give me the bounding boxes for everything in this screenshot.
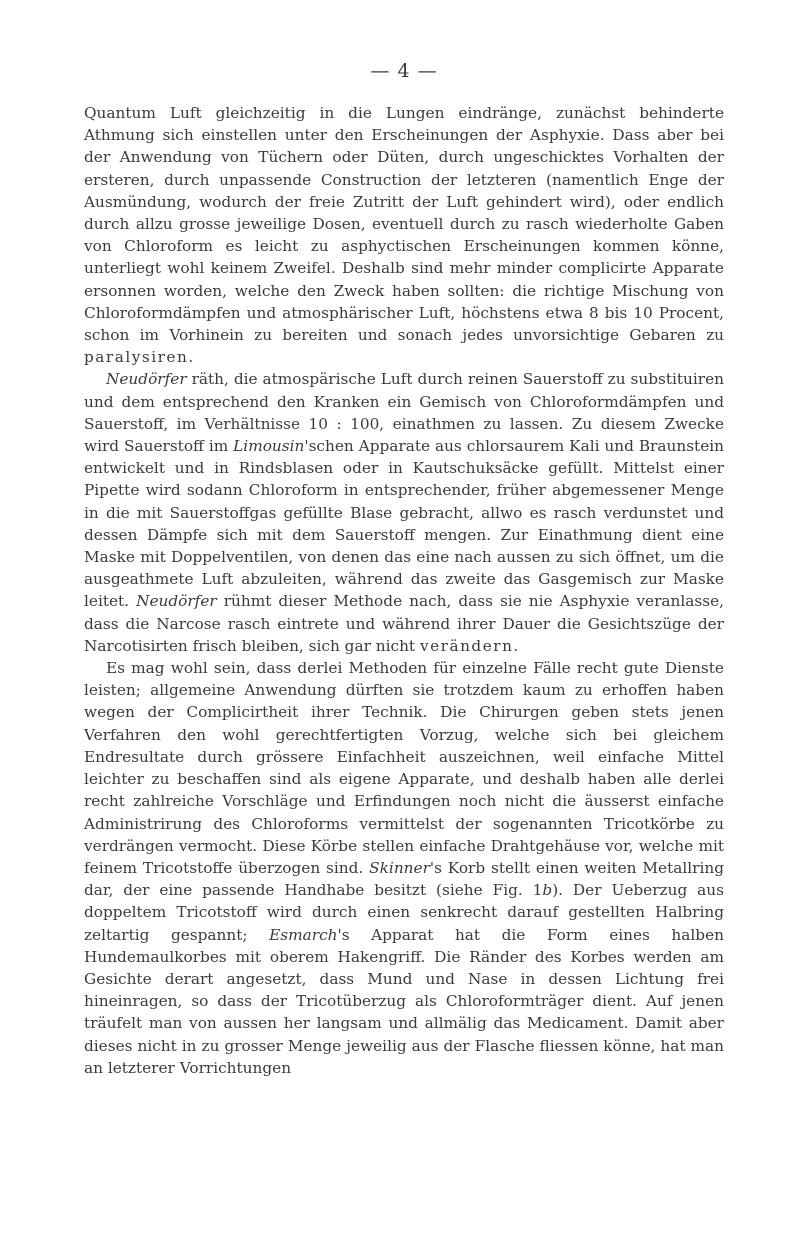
text-run: Es mag wohl sein, dass derlei Methoden für einzelne Fälle recht gute Dienste leisten; allgemeine Anwendung dürften sie trotzdem kaum zu erhoffen haben wegen der Complicirtheit ihrer Technik. Die Chirurgen geben stets jenen Verfahren den wohl gerechtfertigten Vorzug, welche sich bei gleichem Endresultate durch grössere Einfachheit auszeichnen, weil einfache Mittel leichter zu beschaffen sind als eigene Apparate, und deshalb haben alle derlei recht zahlreiche Vorschläge und Erfindungen noch nicht die äusserst einfache Administrirung des Chloroforms vermittelst der sogenannten Tricotkörbe zu verdrängen vermocht. Diese Körbe stellen einfache Drahtgehäuse vor, welche mit feinem Tricotstoffe überzogen sind. (84, 659, 724, 877)
text-run: ). Der Ueberzug aus doppeltem Tricotstoff wird durch einen senkrecht darauf gestellten Halbring zeltartig gespannt; (84, 881, 724, 944)
text-run: Quantum Luft gleichzeitig in die Lungen eindränge, zunächst behinderte Athmung sich einstellen unter den Erscheinungen der Asphyxie. Dass aber bei der Anwendung von Tüchern oder Düten, durch ungeschicktes Vorhalten der ersteren, durch unpassende Construction der letzteren (namentlich Enge der Ausmündung, wodurch der freie Zutritt der Luft gehindert wird), oder endlich durch allzu grosse jeweilige Dosen, eventuell durch zu rasch wiederholte Gaben von Chloroform es leicht zu asphyctischen Erscheinungen kommen könne, unterliegt wohl keinem Zweifel. Deshalb sind mehr minder complicirte Apparate ersonnen worden, welche den Zweck haben sollten: die richtige Mischung von Chloroformdämpfen und atmosphärischer Luft, höchstens etwa 8 bis 10 Procent, schon im Vorhinein zu bereiten und sonach jedes unvorsichtige Gebaren zu (84, 104, 724, 345)
text-run: 'schen Apparate aus chlorsaurem Kali und Braunstein entwickelt und in Rindsblasen oder in Kautschuksäcke gefüllt. Mittelst einer Pipette wird sodann Chloroform in entsprechender, früher abgemessener Menge in die mit Sauerstoffgas gefüllte Blase gebracht, allwo es rasch verdunstet und dessen Dämpfe sich mit dem Sauerstoff mengen. Zur Einathmung dient eine Maske mit Doppelventilen, von denen das eine nach aussen zu sich öffnet, um die ausgeathmete Luft abzuleiten, während das zweite das Gasgemisch zur Maske leitet. (84, 437, 724, 611)
italic-name: Neudörfer (136, 592, 217, 611)
text-run: rühmt dieser Methode nach, dass sie nie Asphyxie veranlasse, dass die Narcose rasch eintrete und während ihrer Dauer die Gesichtszüge der Narcotisirten frisch bleiben, sich gar nicht (84, 592, 724, 655)
text-run: räth, die atmospärische Luft durch reinen Sauerstoff zu substituiren und dem entsprechend den Kranken ein Gemisch von Chloroformdämpfen und Sauerstoff, im Verhältnisse 10 : 100, einathmen zu lassen. Zu diesem Zwecke wird Sauerstoff im (84, 370, 724, 456)
book-page (84, 60, 724, 1079)
text-run: 's Apparat hat die Form eines halben Hundemaulkorbes mit oberem Hakengriff. Die Ränder des Korbes werden am Gesichte derart angesetzt, dass Mund und Nase in dessen Lichtung frei hineinragen, so dass der Tricotüberzug als Chloroformträger dient. Auf jenen träufelt man von aussen her langsam und allmälig das Medicament. Damit aber dieses nicht in zu grosser Menge jeweilig aus der Flasche fliessen könne, hat man an letzterer Vorrichtungen (84, 925, 724, 1077)
paragraph (84, 102, 724, 368)
spaced-word: verändern. (419, 636, 520, 655)
spaced-word: paralysiren. (84, 348, 195, 367)
body-text (84, 102, 724, 1079)
paragraph (84, 657, 724, 1079)
paragraph (84, 368, 724, 657)
italic-name: Esmarch (269, 925, 338, 944)
italic-name: b (542, 881, 553, 900)
italic-name: Skinner (369, 858, 430, 877)
page-number: — 4 — (370, 60, 438, 82)
italic-name: Neudörfer (106, 370, 187, 389)
text-run: 's Korb stellt einen weiten Metallring dar, der eine passende Handhabe besitzt (siehe Fig. 1 (84, 858, 724, 900)
italic-name: Limousin (233, 437, 305, 456)
